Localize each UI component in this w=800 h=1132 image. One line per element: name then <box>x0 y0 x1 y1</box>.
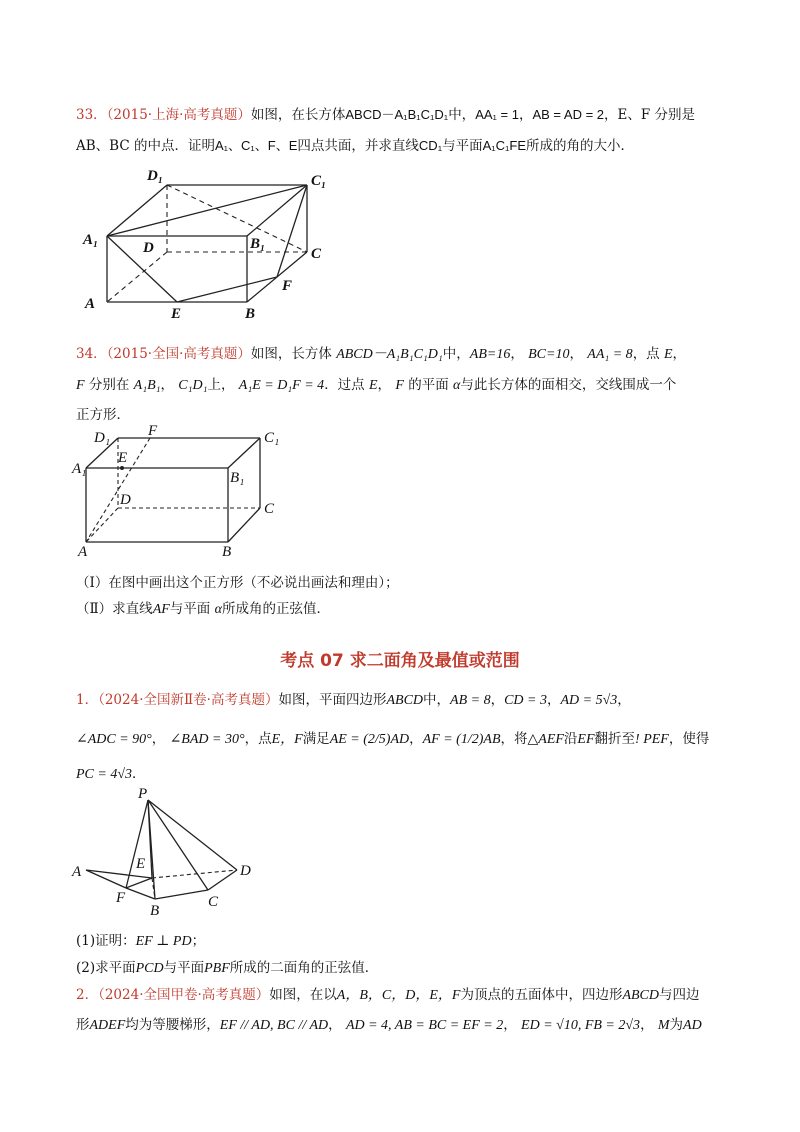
q34-text: 的平面 <box>408 377 449 393</box>
p1-text: 满足 <box>302 731 330 747</box>
p1-text: 翻折至 <box>594 731 636 747</box>
q33-text: ， <box>518 107 533 123</box>
q34-line-1: 34．（2015·全国·高考真题）如图，长方体 ABCD－A₁B₁C₁D₁中，AB=16， BC=10， AA₁ = 8，点 E， <box>76 346 687 362</box>
p1-line-1: 1．（2024·全国新Ⅱ卷·高考真题）如图，平面四边形ABCD中，AB = 8，CD = 3，AD = 5√3， <box>76 692 631 708</box>
p1-cond: AD = 5√3 <box>560 693 618 708</box>
fig1-label-C: C <box>208 894 219 910</box>
fig34-label-A: A <box>78 544 88 560</box>
q34-cond: AB=16 <box>469 347 511 362</box>
p2-quad: ABCD <box>622 988 660 1003</box>
p1-vector: AE = (2/5)AD <box>329 732 410 747</box>
p2-text: 形 <box>76 1017 90 1033</box>
p1-part-1 <box>76 929 205 950</box>
p1-text: 中， <box>423 692 451 708</box>
q34-point: E <box>663 347 673 362</box>
p1-line-3: PC = 4√3． <box>76 766 146 782</box>
q34-part-2 <box>76 597 330 618</box>
fig34-label-C1: C₁ <box>264 430 280 446</box>
fig33-label-C: C <box>311 246 322 262</box>
p1-cond: PC = 4√3 <box>76 767 133 782</box>
fig33-label-A1: A₁ <box>83 232 99 248</box>
fig33-label-E: E <box>171 306 182 322</box>
p1-vector: AF = (1/2)AB <box>422 732 501 747</box>
q34-text: 所成角的正弦值． <box>221 601 330 617</box>
fig34-label-E: E <box>118 450 128 466</box>
p2-points: A，B，C，D，E，F <box>336 988 461 1003</box>
q33-text: ，E、F 分别是 <box>604 107 696 123</box>
q34-line-2: F 分别在 A₁B₁， C₁D₁上， A₁E = D₁F = 4．过点 E， F 的平面 α与此长方体的面相交，交线围成一个 <box>76 377 677 393</box>
p2-number: 2． <box>76 987 99 1003</box>
figure-p1-fold <box>70 784 270 919</box>
p1-cond: CD = 3 <box>504 693 547 708</box>
q34-text: 上， <box>207 377 235 393</box>
fig34-label-B: B <box>222 544 232 560</box>
fig34-label-F: F <box>148 423 158 439</box>
q34-text: 如图，长方体 <box>250 346 332 362</box>
fig1-label-E: E <box>136 856 146 872</box>
q34-line-3: 正方形． <box>76 407 130 423</box>
p2-source: （2024·全国甲卷·高考真题） <box>98 987 270 1003</box>
p1-text: (1)证明： <box>76 933 136 949</box>
q34-point: F <box>76 378 85 393</box>
q33-text: 四点共面，并求直线 <box>297 138 419 154</box>
p1-number: 1． <box>76 692 99 708</box>
p1-text: (2)求平面 <box>76 960 136 976</box>
p1-triangle: △AEF <box>527 732 564 747</box>
q34-solid: ABCD－A₁B₁C₁D₁ <box>336 347 443 362</box>
fig34-label-A1: A₁ <box>72 461 87 477</box>
q34-part-1: （Ⅰ）在图中画出这个正方形（不必说出画法和理由）； <box>76 575 399 591</box>
p1-plane: PBF <box>204 961 230 976</box>
fig1-label-D: D <box>240 863 251 879</box>
q33-line: CD₁ <box>418 138 443 153</box>
figure-q33-cuboid <box>75 160 335 325</box>
fig1-label-P: P <box>138 786 148 802</box>
q34-text: 中， <box>442 346 470 362</box>
p1-text: ，将 <box>500 731 528 747</box>
q34-text: 与此长方体的面相交，交线围成一个 <box>460 377 677 393</box>
p1-cond: AB = 8 <box>450 693 491 708</box>
p2-point: M <box>657 1018 670 1033</box>
q34-seg: C₁D₁ <box>178 378 208 393</box>
p1-ef: EF <box>577 732 595 747</box>
fig34-label-B1: B₁ <box>230 470 245 486</box>
p1-quad: ABCD <box>386 693 424 708</box>
q33-text: 与平面 <box>442 138 483 154</box>
q34-line-af: AF <box>152 602 170 617</box>
q34-eq: A₁E = D₁F = 4 <box>238 378 325 393</box>
p1-cond: ∠ADC = 90° <box>76 732 152 747</box>
q34-text: ．过点 <box>324 377 365 393</box>
fig1-label-B: B <box>150 903 160 919</box>
q34-cond: AA₁ = 8 <box>587 347 633 362</box>
p1-text: 所成的二面角的正弦值． <box>229 960 379 976</box>
p1-text: 与平面 <box>163 960 205 976</box>
p1-plane: PCD <box>135 961 164 976</box>
q34-point: E <box>368 378 378 393</box>
p2-line-2: 形ADEF均为等腰梯形，EF // AD, BC // AD， AD = 4, AB = BC = EF = 2， ED = √10, FB = 2√3， M为AD <box>76 1017 702 1033</box>
p2-text: 均为等腰梯形， <box>125 1017 220 1033</box>
p1-cond: ∠BAD = 30° <box>169 732 245 747</box>
fig33-label-B: B <box>245 306 256 322</box>
fig33-label-D1: D₁ <box>147 168 164 184</box>
p2-text: 如图，在以 <box>269 987 337 1003</box>
q33-cond: AA₁ = 1 <box>475 107 519 122</box>
p1-line-2: ∠ADC = 90°， ∠BAD = 30°，点E，F满足AE = (2/5)AD，AF = (1/2)AB，将△AEF沿EF翻折至! PEF，使得 <box>76 731 710 747</box>
p1-points: E，F <box>271 732 303 747</box>
p1-part-2 <box>76 956 378 977</box>
p2-quad: ADEF <box>89 1018 126 1033</box>
fig34-label-D: D <box>120 492 131 508</box>
q34-text: ，点 <box>632 346 660 362</box>
q33-cond: AB = AD = 2 <box>532 107 605 122</box>
fig1-label-A: A <box>72 864 82 880</box>
fig33-label-D: D <box>143 240 154 256</box>
q34-text: 分别在 <box>88 377 130 393</box>
q34-text: （Ⅱ）求直线 <box>76 601 153 617</box>
p1-source: （2024·全国新Ⅱ卷·高考真题） <box>98 692 279 708</box>
q33-text: 如图，在长方体 <box>250 107 346 123</box>
p1-text: ，使得 <box>668 731 710 747</box>
p1-text: 沿 <box>563 731 578 747</box>
p1-text: 如图，平面四边形 <box>278 692 387 708</box>
q34-point: F <box>395 378 404 393</box>
q33-text: 所成的角的大小． <box>526 138 635 154</box>
p2-seg: AD <box>683 1018 702 1033</box>
fig33-label-A: A <box>85 296 96 312</box>
p1-triangle: ! PEF <box>635 732 669 747</box>
q34-alpha: α <box>453 378 461 393</box>
fig33-label-F: F <box>282 278 293 294</box>
figure-q34-cuboid <box>72 425 302 560</box>
fig34-label-C: C <box>264 501 275 517</box>
p1-relation: EF ⊥ PD <box>135 934 192 949</box>
q33-plane: A₁C₁FE <box>482 138 527 153</box>
q34-cond: BC=10 <box>528 347 570 362</box>
section-heading: 考点 07 求二面角及最值或范围 <box>280 651 520 671</box>
fig33-label-C1: C₁ <box>311 173 327 189</box>
fig33-label-B1: B₁ <box>250 236 266 252</box>
q33-solid: ABCD－A₁B₁C₁D₁ <box>345 107 449 122</box>
p2-cond: AD = 4, AB = BC = EF = 2 <box>345 1018 504 1033</box>
p2-cond: EF // AD, BC // AD <box>219 1018 329 1033</box>
q34-seg: A₁B₁ <box>133 378 161 393</box>
q34-source: （2015·全国·高考真题） <box>106 346 251 362</box>
q33-line-1 <box>76 103 695 123</box>
p2-text: 与四边 <box>659 987 700 1003</box>
q34-text: 与平面 <box>169 601 211 617</box>
p2-line-1 <box>76 983 700 1004</box>
fig34-label-D1: D₁ <box>94 430 111 446</box>
q33-text: 中， <box>448 107 476 123</box>
q33-points: A₁、C₁、F、E <box>214 138 298 153</box>
q33-source: （2015·上海·高考真题） <box>106 107 251 123</box>
fig1-label-F: F <box>116 890 126 906</box>
q33-text: AB、BC 的中点．证明 <box>76 138 215 154</box>
q33-line-2 <box>76 134 634 154</box>
q34-number: 34． <box>76 346 107 362</box>
q34-alpha: α <box>214 602 222 617</box>
p1-text: ； <box>191 933 206 949</box>
p2-cond: ED = √10, FB = 2√3 <box>521 1018 641 1033</box>
p2-text: 为顶点的五面体中，四边形 <box>460 987 623 1003</box>
p1-text: ，点 <box>244 731 272 747</box>
p2-text: 为 <box>669 1017 684 1033</box>
q33-number: 33． <box>76 107 107 123</box>
